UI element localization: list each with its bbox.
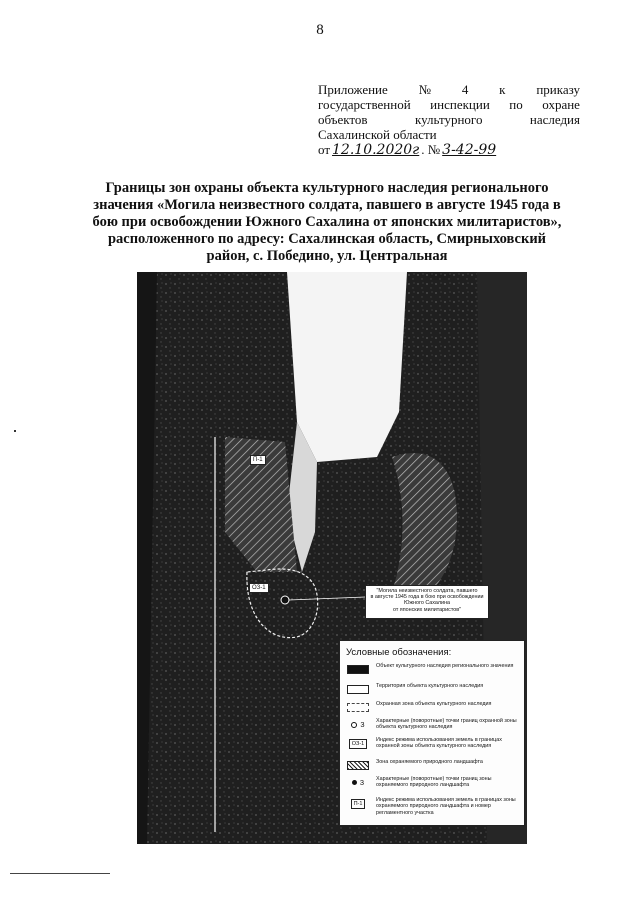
title-line: значения «Могила неизвестного солдата, павшего в августе 1945 года в <box>93 197 561 213</box>
footer-rule <box>10 873 110 874</box>
legend-text: Территория объекта культурного наследия <box>376 683 484 689</box>
appendix-line-3 <box>318 112 580 127</box>
legend-point-number: 3 <box>360 720 365 729</box>
appendix-word: к <box>499 82 506 97</box>
appendix-line-2 <box>318 97 580 112</box>
title-line: бою при освобождении Южного Сахалина от японских милитаристов», <box>92 214 562 230</box>
appendix-word: государственной <box>318 97 411 112</box>
map-label-p1: П-1 <box>250 455 266 465</box>
legend-swatch-landscape-zone <box>347 761 369 770</box>
point-ring-icon <box>351 722 357 728</box>
legend-text: Охранная зона объекта культурного наследия <box>376 701 492 707</box>
legend-item <box>344 759 522 772</box>
callout-line: "Могила неизвестного солдата, павшего <box>376 588 478 594</box>
legend-item <box>344 797 522 816</box>
appendix-word: 4 <box>461 82 469 97</box>
object-callout <box>365 585 489 619</box>
scan-mark <box>14 430 16 432</box>
heritage-object <box>281 596 289 604</box>
order-line <box>318 142 580 158</box>
legend-swatch-protection-zone <box>347 703 369 712</box>
callout-line: Южного Сахалина <box>403 600 451 607</box>
document-title <box>82 180 572 265</box>
appendix-word: Приложение <box>318 82 388 97</box>
legend-code: П-1 <box>351 799 366 809</box>
appendix-word: приказу <box>536 82 580 97</box>
title-line: расположенного по адресу: Сахалинская область, Смирныховский <box>107 231 547 247</box>
legend-item <box>344 718 522 731</box>
legend-text: Зона охраняемого природного ландшафта <box>376 759 483 765</box>
legend-text: Характерные (поворотные) точки границ охранной зоны объекта культурного наследия <box>376 718 517 731</box>
legend-swatch-territory <box>347 685 369 694</box>
legend-point-number: 3 <box>359 778 365 787</box>
appendix-word: по <box>509 97 523 112</box>
callout-line: от японских милитаристов" <box>392 606 462 613</box>
legend-item <box>344 663 522 676</box>
appendix-line-1 <box>318 82 580 97</box>
title-line: район, с. Победино, ул. Центральная <box>206 248 448 264</box>
order-date: 12.10.2020г <box>332 142 420 158</box>
appendix-word: № <box>418 82 432 97</box>
appendix-word: культурного <box>414 112 483 127</box>
legend-swatch-heritage-object <box>347 665 369 674</box>
callout-line: в августе 1945 года в бою при освобождении <box>370 594 484 601</box>
legend-item <box>344 683 522 696</box>
page-number: 8 <box>316 22 324 38</box>
legend-text: Индекс режима использования земель в границах охранной зоны объекта культурного наследия <box>376 737 502 750</box>
order-mid: . № <box>421 142 441 157</box>
point-dot-icon <box>352 780 357 785</box>
legend-text: Объект культурного наследия регионального значения <box>376 663 514 669</box>
appendix-word: охране <box>542 97 580 112</box>
appendix-word: наследия <box>529 112 580 127</box>
legend-item <box>344 776 522 789</box>
order-prefix: от <box>318 142 331 157</box>
legend-title: Условные обозначения: <box>346 647 452 658</box>
legend-text: Характерные (поворотные) точки границ зоны охраняемого природного ландшафта <box>376 776 492 789</box>
legend-item <box>344 701 522 714</box>
legend-code: ОЗ-1 <box>349 739 368 749</box>
legend-text: Индекс режима использования земель в границах зоны охраняемого природного ландшафта и номер регламентного участка <box>376 797 516 816</box>
map-label-oz1: ОЗ-1 <box>249 583 269 593</box>
appendix-word: инспекции <box>430 97 490 112</box>
order-number: 3-42-99 <box>442 142 497 158</box>
appendix-header <box>318 82 580 158</box>
appendix-word: объектов <box>318 112 368 127</box>
appendix-line-4: Сахалинской области <box>318 127 437 142</box>
legend-item <box>344 737 522 750</box>
title-line: Границы зон охраны объекта культурного наследия регионального <box>105 180 549 196</box>
map-legend <box>339 640 525 826</box>
